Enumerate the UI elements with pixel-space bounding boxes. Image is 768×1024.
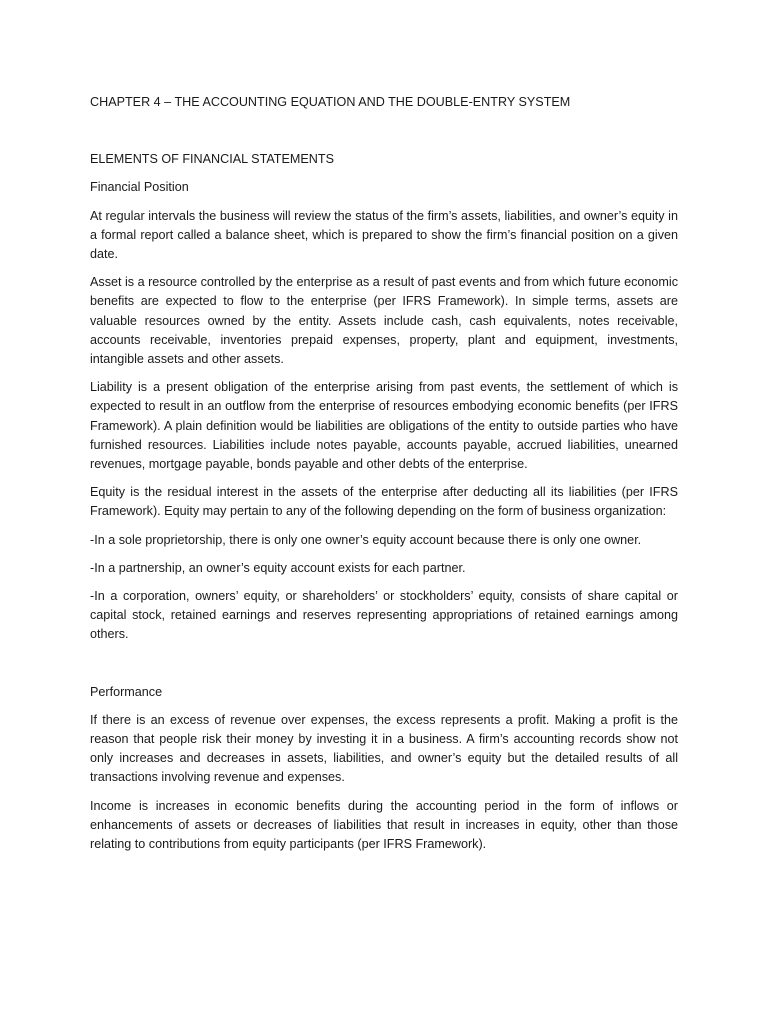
section-heading: ELEMENTS OF FINANCIAL STATEMENTS: [90, 152, 334, 167]
paragraph-asset: Asset is a resource controlled by the enterprise as a result of past events and from which future economic benefits are expected to flow to the enterprise (per IFRS Framework). In simple terms, assets are valuable resources owned by the entity. Assets include cash, cash equivalents, notes receivable, accounts receivable, inventories prepaid expenses, property, plant and equipment, investments, intangible assets and other assets.: [90, 275, 679, 367]
paragraph-sole-proprietorship: -In a sole proprietorship, there is only one owner’s equity account because there is only one owner.: [90, 532, 642, 547]
paragraph-equity: Equity is the residual interest in the assets of the enterprise after deducting all its liabilities (per IFRS Framework). Equity may pertain to any of the following depending on the form of business organization:: [90, 485, 678, 519]
paragraph-income: Income is increases in economic benefits during the accounting period in the form of inflows or enhancements of assets or decreases of liabilities that result in increases in equity, other than those relating to contributions from equity participants (per IFRS Framework).: [90, 798, 678, 852]
chapter-title: CHAPTER 4 – THE ACCOUNTING EQUATION AND THE DOUBLE-ENTRY SYSTEM: [90, 95, 571, 109]
paragraph-profit: If there is an excess of revenue over expenses, the excess represents a profit. Making a profit is the reason that people risk their money by investing it in a business. A firm’s accounting records show not only increases and decreases in assets, liabilities, and owner’s equity but the detailed results of all transactions involving revenue and expenses.: [90, 712, 678, 785]
paragraph-corporation: -In a corporation, owners’ equity, or shareholders’ or stockholders’ equity, consists of share capital or capital stock, retained earnings and reserves representing appropriations of retained earnings among others.: [90, 589, 678, 642]
paragraph-liability: Liability is a present obligation of the enterprise arising from past events, the settlement of which is expected to result in an outflow from the enterprise of resources embodying economic benefits (per IFRS Framework). A plain definition would be liabilities are obligations of the entity to outside parties who have furnished resources. Liabilities include notes payable, accounts payable, accrued liabilities, unearned revenues, mortgage payable, bonds payable and other debts of the enterprise.: [90, 380, 678, 472]
financial-position-heading: Financial Position: [90, 180, 189, 195]
paragraph-partnership: -In a partnership, an owner’s equity account exists for each partner.: [90, 560, 466, 575]
paragraph-balance-sheet: At regular intervals the business will review the status of the firm’s assets, liabilities, and owner’s equity in a formal report called a balance sheet, which is prepared to show the firm’s financial position on a given date.: [90, 208, 678, 262]
performance-heading: Performance: [90, 684, 163, 699]
